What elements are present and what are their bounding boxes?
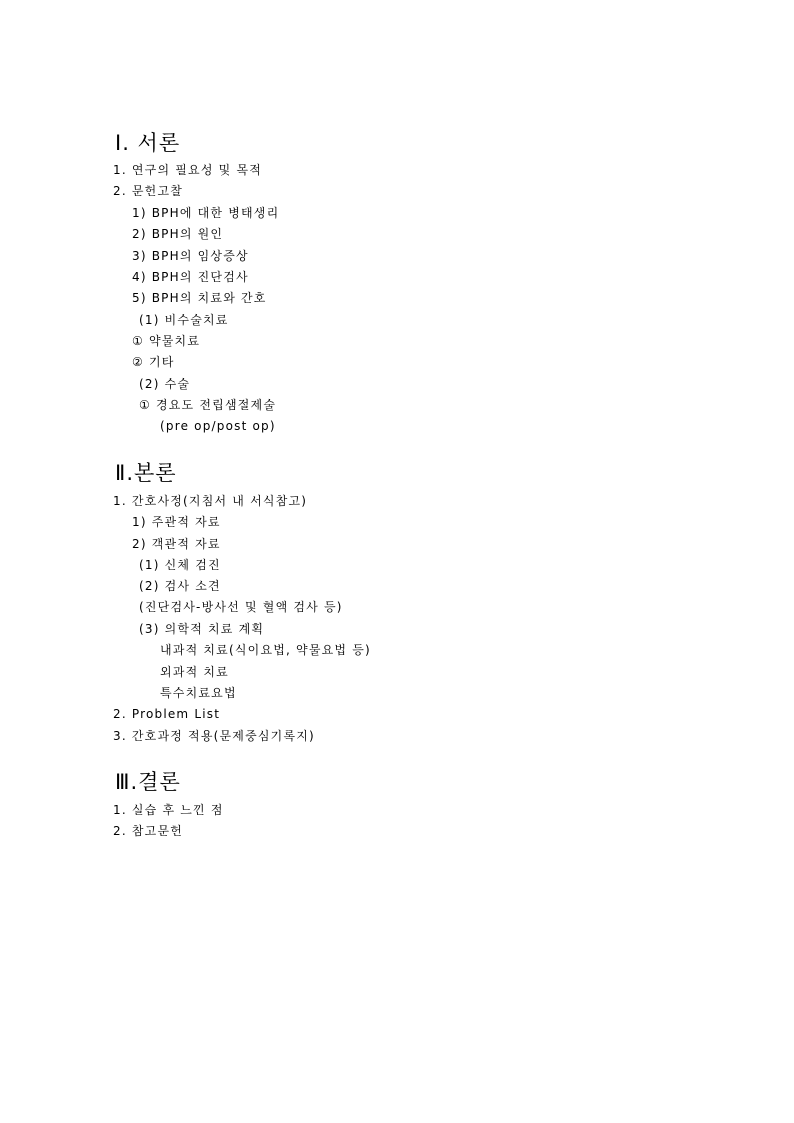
outline-item: (진단검사-방사선 및 혈액 검사 등) [139, 600, 343, 614]
outline-item: ① 약물치료 [132, 334, 201, 348]
outline-item: 2. 문헌고찰 [113, 184, 184, 198]
outline-item: (2) 수술 [139, 377, 191, 391]
outline-item: 4) BPH의 진단검사 [132, 270, 249, 284]
outline-item: (1) 비수술치료 [139, 313, 229, 327]
outline-item: 1) 주관적 자료 [132, 515, 221, 529]
outline-item: 2. Problem List [113, 707, 221, 721]
outline-item: 1) BPH에 대한 병태생리 [132, 206, 280, 220]
outline-item: 5) BPH의 치료와 간호 [132, 291, 267, 305]
outline-item: (pre op/post op) [160, 419, 276, 433]
outline-item: 3. 간호과정 적용(문제중심기록지) [113, 729, 315, 743]
section-heading-introduction: Ⅰ. 서론 [115, 131, 181, 155]
outline-item: (1) 신체 검진 [139, 558, 221, 572]
outline-item: 2) BPH의 원인 [132, 227, 224, 241]
outline-item: 1. 연구의 필요성 및 목적 [113, 163, 263, 177]
outline-item: ② 기타 [132, 355, 175, 369]
outline-item: (3) 의학적 치료 계획 [139, 622, 265, 636]
outline-item: 1. 간호사정(지침서 내 서식참고) [113, 494, 308, 508]
outline-item: 2. 참고문헌 [113, 824, 184, 838]
section-heading-conclusion: Ⅲ.결론 [115, 770, 181, 794]
outline-item: (2) 검사 소견 [139, 579, 221, 593]
outline-item: 2) 객관적 자료 [132, 537, 221, 551]
outline-item: 외과적 치료 [160, 665, 229, 679]
outline-item: 내과적 치료(식이요법, 약물요법 등) [160, 643, 371, 657]
outline-item: 3) BPH의 임상증상 [132, 249, 249, 263]
outline-item: 특수치료요법 [160, 686, 237, 700]
outline-item: ① 경요도 전립샘절제술 [139, 398, 277, 412]
section-heading-body: Ⅱ.본론 [115, 461, 177, 485]
outline-item: 1. 실습 후 느낀 점 [113, 803, 224, 817]
